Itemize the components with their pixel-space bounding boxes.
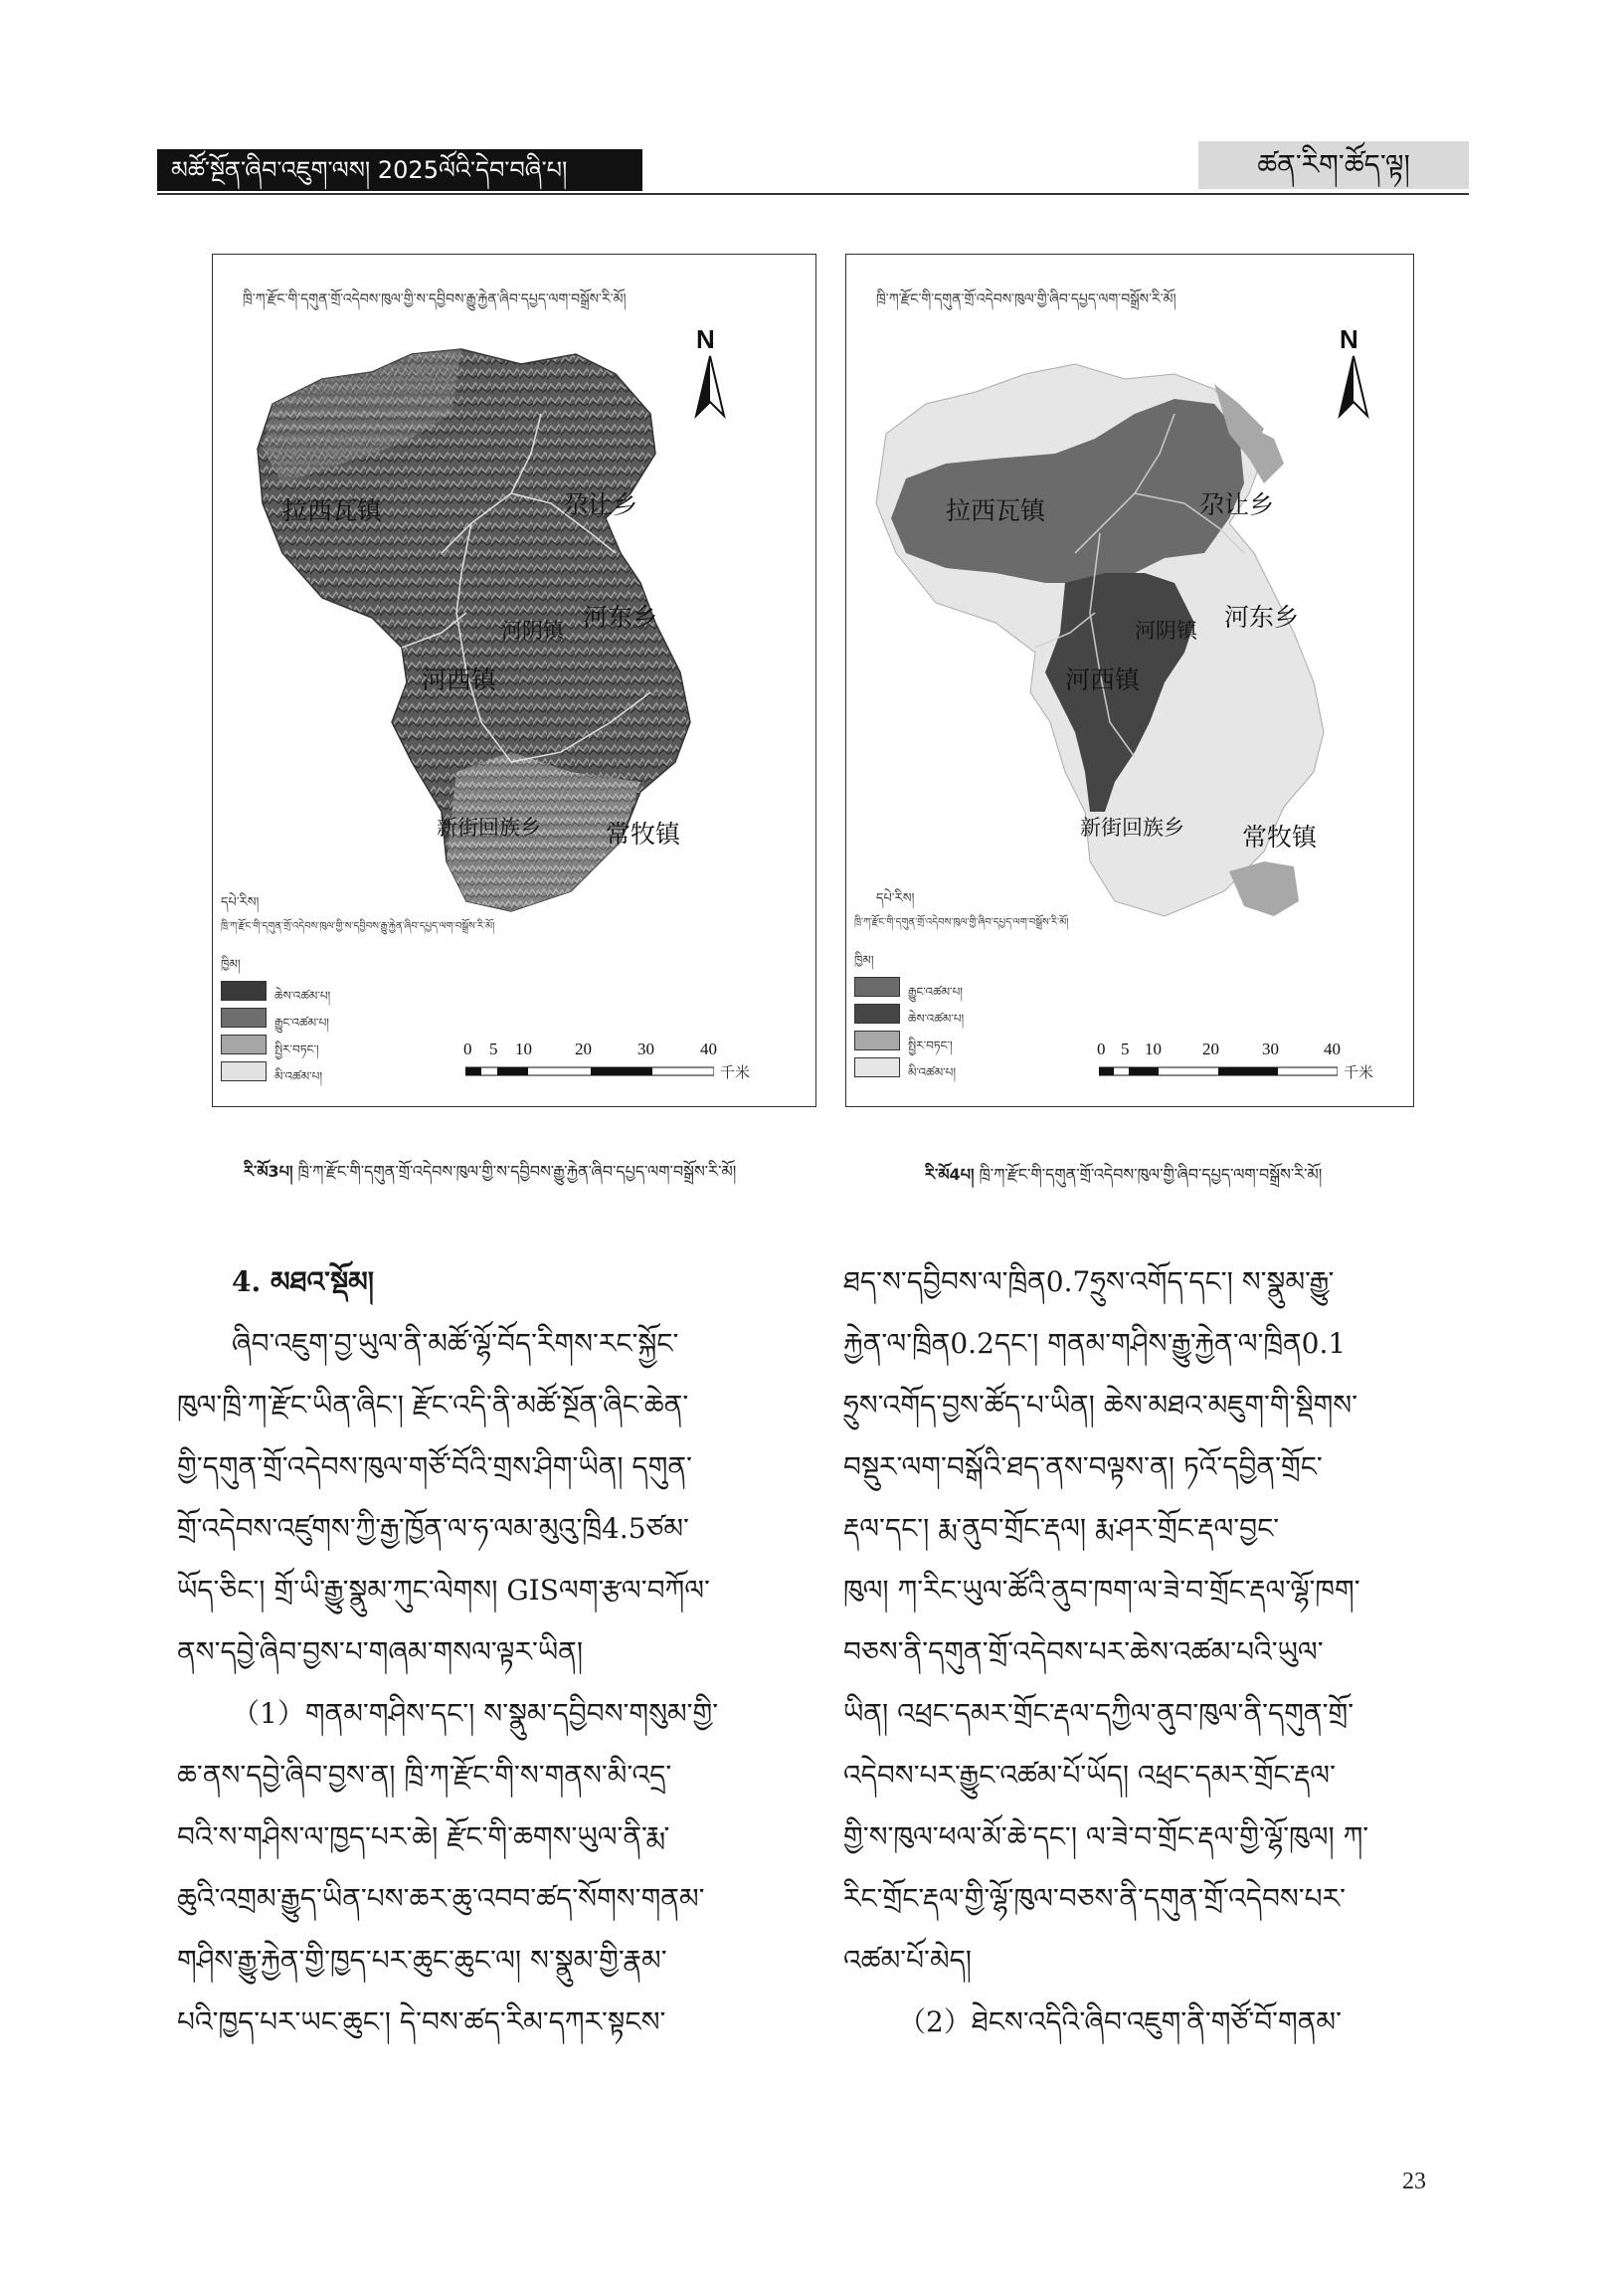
text-line: གྱི་དགུན་གྲོ་འདེབས་ཁུལ་གཙོ་བོའི་གྲས་ཤིག་ཡིན། དགུན་	[177, 1450, 692, 1483]
scale-tick-label: 40	[1324, 1040, 1341, 1058]
text-line: བཅས་ནི་དགུན་གྲོ་འདེབས་པར་ཆེས་འཚམ་པའི་ཡུལ་	[843, 1635, 1324, 1668]
legend-swatch	[854, 977, 900, 997]
legend-swatch	[854, 1004, 900, 1024]
town-label: 新街回族乡	[437, 816, 541, 840]
header-rule	[157, 193, 1469, 195]
town-label: 河西镇	[422, 665, 497, 694]
text-line: འཚམ་པོ་མེད།	[843, 1944, 973, 1977]
north-arrow-icon	[1334, 354, 1373, 424]
legend-swatch	[221, 1061, 267, 1081]
text-line: （1）གནམ་གཤིས་དང་། ས་སྣུམ་དབྱིབས་གསུམ་གྱི་	[232, 1697, 719, 1730]
text-line: རིང་གྲོང་རྡལ་གྱི་ལྷོ་ཁུལ་བཅས་ནི་དགུན་གྲོ་འདེབས་པར་	[843, 1882, 1346, 1915]
scale-tick-label: 10	[1145, 1040, 1162, 1058]
legend-label: ཁྱིམ།	[854, 953, 874, 967]
scale-tick-label: 20	[1202, 1040, 1219, 1058]
legend-swatch	[854, 1057, 900, 1077]
text-line: ཆ་ནས་དབྱེ་ཞིབ་བྱས་ན། ཁྲི་ཀ་རྫོང་གི་ས་གནས་མི་འདྲ་	[177, 1759, 672, 1792]
legend-heading: དཔེ་རིས།	[876, 891, 915, 906]
text-line: གྱི་ས་ཁུལ་ཕལ་མོ་ཆེ་དང་། ལ་ཟེ་བ་གྲོང་རྡལ་གྱི་ལྷོ་ཁུལ། ཀ་	[843, 1820, 1369, 1853]
town-label: 常牧镇	[1242, 823, 1318, 852]
town-label: 河阴镇	[1135, 619, 1197, 643]
text-line: པའི་ཁྱད་པར་ཡང་ཆུང་། དེ་བས་ཚད་རིམ་དཀར་སྟངས་	[177, 2005, 666, 2038]
text-line: གཤིས་རྒྱུ་རྐྱེན་གྱི་ཁྱད་པར་ཆུང་ཆུང་ལ། ས་སྣུམ་གྱི་རྣམ་	[177, 1944, 667, 1977]
legend-label: ཁྱིམ།	[221, 957, 241, 971]
legend-item-label: མི་འཚམ་པ།	[274, 1069, 322, 1083]
legend-swatch	[221, 1008, 267, 1028]
text-line: རྡལ་དང་། རྨ་ནུབ་གྲོང་རྡལ། རྨ་ཤར་གྲོང་རྡལ་བྱང་	[843, 1512, 1280, 1545]
town-label: 拉西瓦镇	[946, 496, 1046, 525]
text-line: （2）ཐེངས་འདིའི་ཞིབ་འཇུག་ནི་གཙོ་བོ་གནམ་	[898, 2005, 1342, 2038]
caption-number: རི་མོ4པ།	[925, 1165, 975, 1184]
scale-unit: 千米	[1344, 1063, 1374, 1081]
figure-4-caption	[925, 1157, 1322, 1202]
scale-tick-label: 0	[463, 1040, 472, 1058]
text-line: ཁུལ་ཁྲི་ཀ་རྫོང་ཡིན་ཞིང་། རྫོང་འདི་ནི་མཚོ་སྔོན་ཞིང་ཆེན་	[177, 1389, 689, 1422]
text-line: ཞིབ་འཇུག་བྱ་ཡུལ་ནི་མཚོ་ལྷོ་བོད་རིགས་རང་སྐྱོང་	[232, 1327, 679, 1360]
right-text-column	[843, 1251, 1470, 2053]
scale-bar	[1099, 1065, 1338, 1079]
scale-tick-label: 30	[1262, 1040, 1279, 1058]
scale-tick-label: 5	[489, 1040, 498, 1058]
page-number: 23	[1402, 2169, 1426, 2194]
text-line: ཧྲུས་འགོད་བྱས་ཚོད་པ་ཡིན། ཆེས་མཐའ་མཇུག་གི་སྡིགས་	[843, 1389, 1358, 1422]
legend-item-label: སྤྱིར་བཏང་།	[908, 1039, 953, 1052]
text-line: ཡོད་ཅིང་། གྲོ་ཡི་རྒྱུ་སྣུམ་ཀུང་ལེགས། GISལག་རྩལ་བཀོལ་	[177, 1574, 710, 1607]
town-label: 尕让乡	[563, 490, 638, 519]
text-line: ཆུའི་འགྲམ་རྒྱུད་ཡིན་པས་ཆར་ཆུ་འབབ་ཚད་སོགས་གནམ་	[177, 1882, 705, 1915]
scale-tick-label: 0	[1097, 1040, 1106, 1058]
north-arrow-icon	[690, 354, 730, 424]
caption-text: ཁྲི་ཀ་རྫོང་གི་དགུན་གྲོ་འདེབས་ཁུལ་གྱི་ས་དབྱིབས་རྒྱུ་རྐྱེན་ཞིབ་དཔྱད་ལག་བསྒྲོས་རི་མོ།	[297, 1162, 737, 1181]
text-line: རྐྱེན་ལ་ཁྲིན0.2དང་། གནམ་གཤིས་རྒྱུ་རྐྱེན་ལ་ཁྲིན0.1	[843, 1327, 1347, 1360]
town-label: 河东乡	[583, 603, 658, 632]
scale-bar	[465, 1065, 714, 1079]
scale-tick-label: 40	[700, 1040, 717, 1058]
text-line: བའི་ས་གཤིས་ལ་ཁྱད་པར་ཆེ། རྫོང་གི་ཆགས་ཡུལ་ནི་རྨ་	[177, 1820, 670, 1853]
text-line: གྲོ་འདེབས་འཛུགས་ཀྱི་རྒྱ་ཁྱོན་ལ་ཧ་ལམ་མུའུ་ཁྲི4.5ཙམ་	[177, 1512, 689, 1545]
legend-swatch	[221, 1035, 267, 1054]
town-label: 拉西瓦镇	[282, 496, 383, 525]
town-label: 尕让乡	[1199, 490, 1275, 519]
scale-tick-label: 5	[1121, 1040, 1130, 1058]
legend-subtitle: ཁྲི་ཀ་རྫོང་གི་དགུན་གྲོ་འདེབས་ཁུལ་གྱི་ས་དབྱིབས་རྒྱུ་རྐྱེན་ཞིབ་དཔྱད་ལག་བསྒྲོས་རི་མོ།	[221, 921, 495, 932]
region-moderate-south	[1229, 861, 1299, 916]
legend-item-label: རྒྱུང་འཚམ་པ།	[274, 1016, 329, 1030]
north-arrow-label: N	[696, 324, 715, 354]
scale-tick-label: 10	[515, 1040, 532, 1058]
text-line: ཐད་ས་དབྱིབས་ལ་ཁྲིན0.7ཧྲུས་འགོད་དང་། ས་སྣུམ་རྒྱུ་	[843, 1265, 1335, 1298]
journal-header-left: མཚོ་སྔོན་ཞིབ་འཇུག་ལས། 2025ལོའི་དེབ་བཞི་པ།	[157, 149, 642, 191]
left-text-column	[177, 1251, 794, 2053]
figure-4-panel	[845, 254, 1414, 1107]
legend-subtitle: ཁྲི་ཀ་རྫོང་གི་དགུན་གྲོ་འདེབས་ཁུལ་གྱི་ཞིབ་དཔྱད་ལག་བསྒྲོས་རི་མོ།	[854, 917, 1069, 928]
scale-tick-label: 20	[575, 1040, 592, 1058]
legend-heading: དཔེ་རིས།	[221, 895, 260, 910]
town-label: 新街回族乡	[1080, 816, 1184, 840]
text-line: འདེབས་པར་རྒྱུང་འཚམ་པོ་ཡོད། འཕྲང་དམར་གྲོང་རྡལ་	[843, 1759, 1336, 1792]
legend-item-label: མི་འཚམ་པ།	[908, 1065, 956, 1079]
text-line: ཡིན། འཕྲང་དམར་གྲོང་རྡལ་དཀྱིལ་ནུབ་ཁུལ་ནི་དགུན་གྲོ་	[843, 1697, 1354, 1730]
town-label: 河阴镇	[501, 619, 564, 643]
town-label: 河西镇	[1065, 665, 1141, 694]
figure-3-caption	[244, 1154, 736, 1199]
caption-text: ཁྲི་ཀ་རྫོང་གི་དགུན་གྲོ་འདེབས་ཁུལ་གྱི་ཞིབ་དཔྱད་ལག་བསྒྲོས་རི་མོ།	[979, 1165, 1323, 1184]
scale-tick-label: 30	[637, 1040, 654, 1058]
figure-4-title: ཁྲི་ཀ་རྫོང་གི་དགུན་གྲོ་འདེབས་ཁུལ་གྱི་ཞིབ་དཔྱད་ལག་བསྒྲོས་རི་མོ།	[876, 291, 1176, 307]
caption-number: རི་མོ3པ།	[244, 1162, 293, 1181]
legend-item-label: ཆེས་འཚམ་པ།	[274, 989, 331, 1003]
text-line: ནས་དབྱེ་ཞིབ་བྱས་པ་གཞམ་གསལ་ལྟར་ཡིན།	[177, 1635, 584, 1668]
legend-item-label: ཆེས་འཚམ་པ།	[908, 1012, 965, 1026]
text-line: ཁུལ། ཀ་རིང་ཡུལ་ཚོའི་ནུབ་ཁག་ལ་ཟེ་བ་གྲོང་རྡལ་ལྷོ་ཁག་	[843, 1574, 1360, 1607]
legend-item-label: སྤྱིར་བཏང་།	[274, 1043, 319, 1056]
section-heading: 4. མཐའ་སྡོམ།	[232, 1265, 374, 1298]
north-arrow-label: N	[1340, 324, 1358, 354]
town-label: 河东乡	[1224, 603, 1300, 632]
scale-unit: 千米	[720, 1063, 751, 1081]
legend-item-label: རྒྱུང་འཚམ་པ།	[908, 985, 963, 999]
text-line: བསྡུར་ལག་བསྒོའི་ཐད་ནས་བལྟས་ན། ཏའོ་དབྱིན་གྲོང་	[843, 1450, 1323, 1483]
figure-3-panel	[212, 254, 816, 1107]
legend-swatch	[221, 981, 267, 1001]
town-label: 常牧镇	[606, 820, 681, 849]
legend-swatch	[854, 1031, 900, 1050]
figure-3-title: ཁྲི་ཀ་རྫོང་གི་དགུན་གྲོ་འདེབས་ཁུལ་གྱི་ས་དབྱིབས་རྒྱུ་རྐྱེན་ཞིབ་དཔྱད་ལག་བསྒྲོས་རི་མོ།	[243, 291, 627, 307]
section-header-right: ཚན་རིག་ཚོད་ལྟ།	[1198, 141, 1469, 189]
